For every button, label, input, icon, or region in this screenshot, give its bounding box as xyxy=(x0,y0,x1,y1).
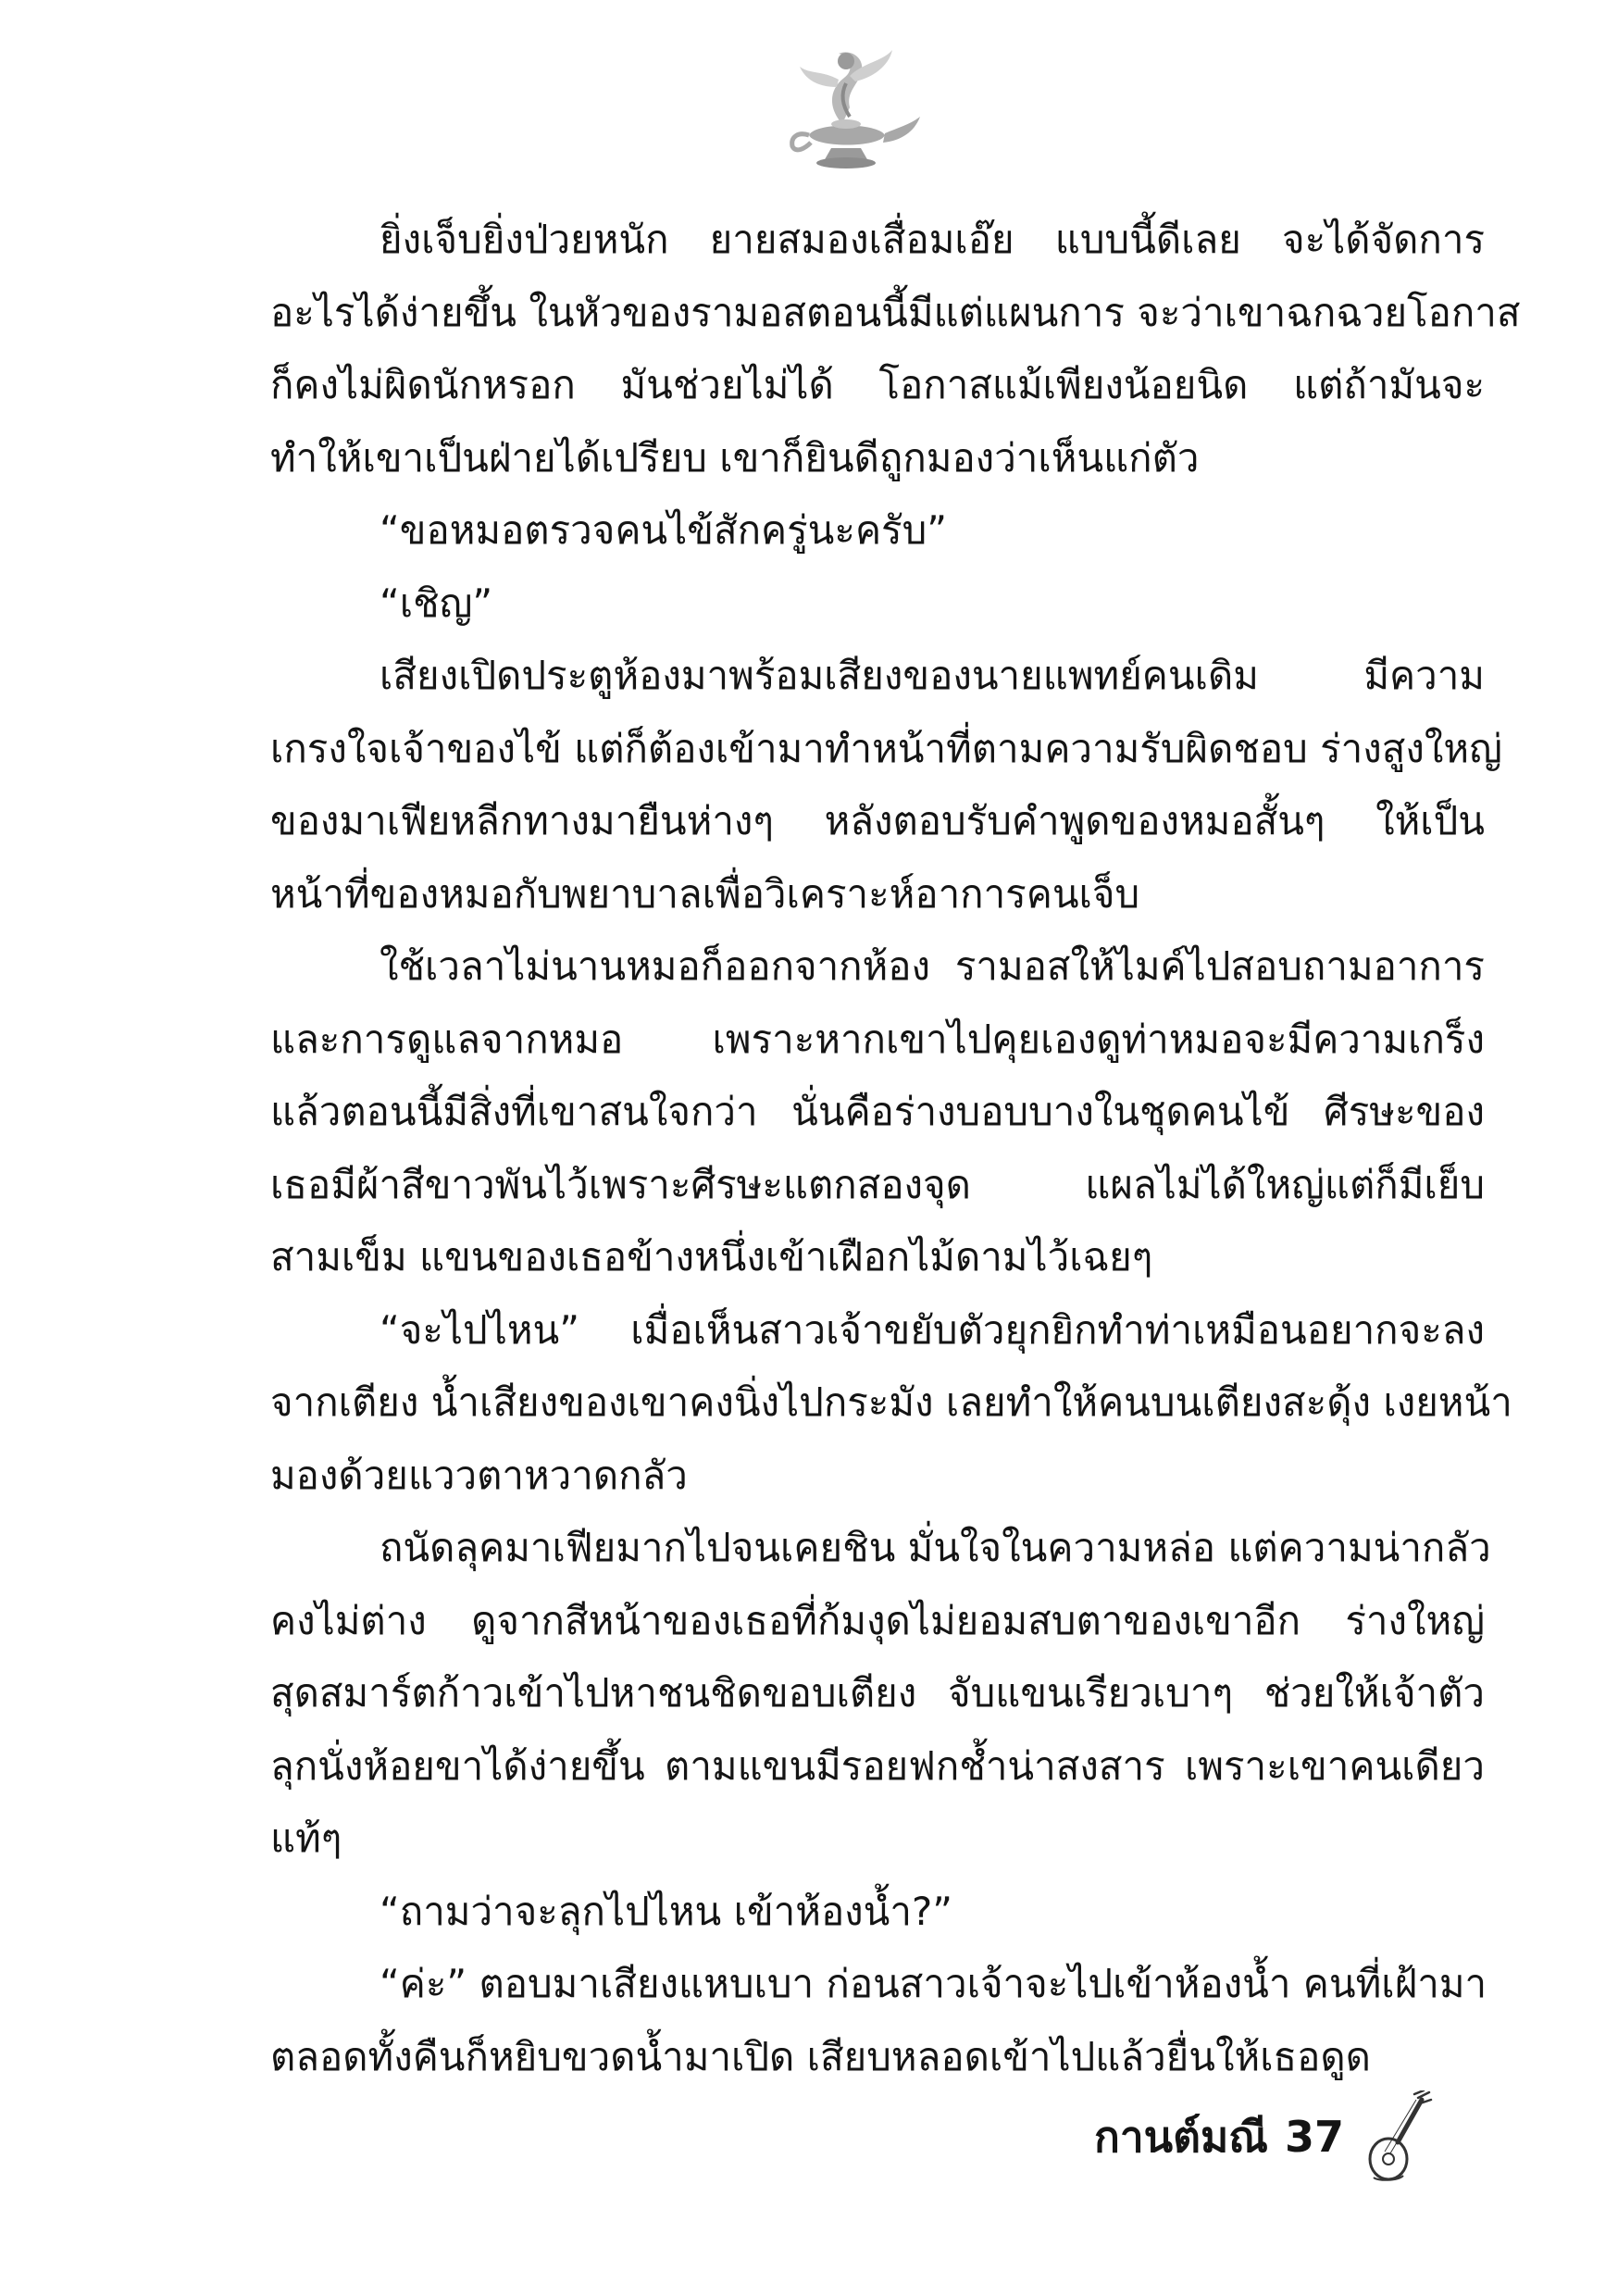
text-line: แล้วตอนนี้มีสิ่งที่เขาสนใจกว่า นั่นคือร่างบอบบางในชุดคนไข้ ศีรษะของ xyxy=(270,1089,1485,1134)
text-line: ทำให้เขาเป็นฝ่ายได้เปรียบ เขาก็ยินดีถูกมองว่าเห็นแก่ตัว xyxy=(270,434,1200,480)
text-line: ก็คงไม่ผิดนักหรอก มันช่วยไม่ได้ โอกาสแม้เพียงน้อยนิด แต่ถ้ามันจะ xyxy=(270,362,1485,407)
page-footer xyxy=(1094,2090,1433,2183)
paragraph xyxy=(270,1948,1485,2093)
text-line: เสียงเปิดประตูห้องมาพร้อมเสียงของนายแพทย์คนเดิม มีความ xyxy=(380,653,1485,698)
text-line: อะไรได้ง่ายขึ้น ในหัวของรามอสตอนนี้มีแต่แผนการ จะว่าเขาฉกฉวยโอกาส xyxy=(270,289,1521,335)
text-line: ตลอดทั้งคืนก็หยิบขวดน้ำมาเปิด เสียบหลอดเข้าไปแล้วยื่นให้เธอดูด xyxy=(270,2033,1371,2079)
text-line: ถนัดลุคมาเฟียมากไปจนเคยชิน มั่นใจในความหล่อ แต่ความน่ากลัว xyxy=(380,1525,1491,1570)
text-line: “ค่ะ” ตอบมาเสียงแหบเบา ก่อนสาวเจ้าจะไปเข้าห้องน้ำ คนที่เฝ้ามา xyxy=(380,1961,1487,2006)
page-number: 37 xyxy=(1284,2112,1344,2162)
paragraph xyxy=(270,494,1485,568)
text-line: และการดูแลจากหมอ เพราะหากเขาไปคุยเองดูท่าหมอจะมีความเกร็ง xyxy=(270,1016,1485,1062)
text-line: แท้ๆ xyxy=(270,1816,342,1861)
text-line: ของมาเฟียหลีกทางมายืนห่างๆ หลังตอบรับคำพูดของหมอสั้นๆ ให้เป็น xyxy=(270,798,1485,843)
paragraph xyxy=(270,1294,1512,1513)
text-line: “จะไปไหน” เมื่อเห็นสาวเจ้าขยับตัวยุกยิกทำท่าเหมือนอยากจะลง xyxy=(380,1306,1485,1353)
magic-lamp-fairy-icon xyxy=(753,39,939,178)
chapter-body-text xyxy=(270,204,1521,2093)
paragraph xyxy=(270,1876,1485,1949)
text-line: “ถามว่าจะลุกไปไหน เข้าห้องน้ำ?” xyxy=(380,1888,953,1934)
text-line: ใช้เวลาไม่นานหมอก็ออกจากห้อง รามอสให้ไมค์ไปสอบถามอาการ xyxy=(380,943,1485,989)
text-line: “เชิญ” xyxy=(380,580,493,626)
text-line: จากเตียง น้ำเสียงของเขาคงนิ่งไปกระมัง เลยทำให้คนบนเตียงสะดุ้ง เงยหน้า xyxy=(270,1379,1512,1425)
text-line: ลุกนั่งห้อยขาได้ง่ายขึ้น ตามแขนมีรอยฟกช้ำน่าสงสาร เพราะเขาคนเดียว xyxy=(270,1742,1485,1789)
text-line: เธอมีผ้าสีขาวพันไว้เพราะศีรษะแตกสองจุด แผลไม่ได้ใหญ่แต่ก็มีเย็บ xyxy=(270,1161,1485,1207)
lute-instrument-icon xyxy=(1361,2090,1433,2183)
paragraph xyxy=(270,204,1521,494)
book-title: กานต์มณี xyxy=(1093,2111,1268,2162)
text-line: สุดสมาร์ตก้าวเข้าไปหาชนชิดขอบเตียง จับแขนเรียวเบาๆ ช่วยให้เจ้าตัว xyxy=(270,1670,1485,1716)
text-line: ยิ่งเจ็บยิ่งป่วยหนัก ยายสมองเสื่อมเอ๊ย แบบนี้ดีเลย จะได้จัดการ xyxy=(380,217,1485,262)
text-line: หน้าที่ของหมอกับพยาบาลเพื่อวิเคราะห์อาการคนเจ็บ xyxy=(270,870,1140,917)
text-line: เกรงใจเจ้าของไข้ แต่ก็ต้องเข้ามาทำหน้าที่ตามความรับผิดชอบ ร่างสูงใหญ่ xyxy=(270,725,1502,771)
text-line: มองด้วยแววตาหวาดกลัว xyxy=(270,1452,688,1498)
text-line: สามเข็ม แขนของเธอข้างหนึ่งเข้าเฝือกไม้ดามไว้เฉยๆ xyxy=(270,1234,1153,1279)
paragraph xyxy=(270,930,1485,1294)
paragraph xyxy=(270,568,1485,641)
text-line: คงไม่ต่าง ดูจากสีหน้าของเธอที่ก้มงุดไม่ยอมสบตาของเขาอีก ร่างใหญ่ xyxy=(270,1597,1485,1643)
paragraph xyxy=(270,640,1502,930)
text-line: “ขอหมอตรวจคนไข้สักครู่นะครับ” xyxy=(380,507,948,553)
paragraph xyxy=(270,1512,1491,1876)
